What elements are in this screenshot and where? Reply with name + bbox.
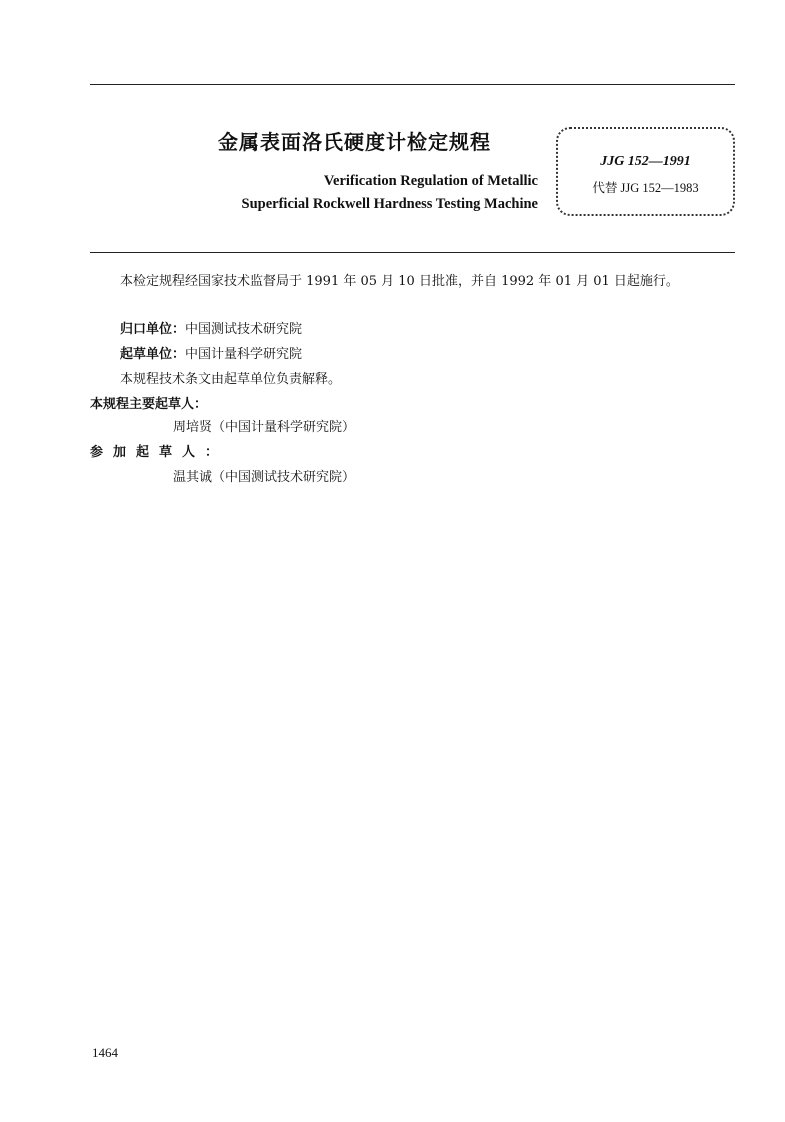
participants-label: 参加起草人：: [90, 445, 229, 460]
responsible-unit-label: 归口单位：: [120, 322, 186, 337]
document-title-english-line2: Superficial Rockwell Hardness Testing Machine: [241, 196, 538, 212]
standard-code-box: [556, 127, 735, 216]
participant-entry: 温其诚（中国测试技术研究院）: [173, 470, 356, 485]
drafting-unit-label: 起草单位：: [120, 347, 186, 362]
interpretation-statement: 本规程技术条文由起草单位负责解释。: [120, 372, 342, 387]
drafting-unit-value: 中国计量科学研究院: [185, 347, 303, 362]
bottom-rule: [90, 252, 735, 253]
replaced-standard-code: 代替 JJG 152—1983: [592, 181, 699, 195]
page-number: 1464: [92, 1045, 118, 1060]
document-title-chinese: 金属表面洛氏硬度计检定规程: [218, 130, 491, 154]
document-title-english-line1: Verification Regulation of Metallic: [323, 173, 538, 189]
drafting-unit-line: [120, 343, 302, 362]
responsible-unit-value: 中国测试技术研究院: [185, 322, 303, 337]
approval-statement: 本检定规程经国家技术监督局于 1991 年 05 月 10 日批准，并自 1992 年 01 月 01 日起施行。: [120, 274, 679, 289]
top-rule: [90, 84, 735, 85]
main-drafter-entry: 周培贤（中国计量科学研究院）: [173, 420, 356, 435]
standard-code: JJG 152—1991: [600, 154, 691, 169]
main-drafters-label: 本规程主要起草人：: [90, 397, 208, 412]
responsible-unit-line: [120, 318, 302, 337]
